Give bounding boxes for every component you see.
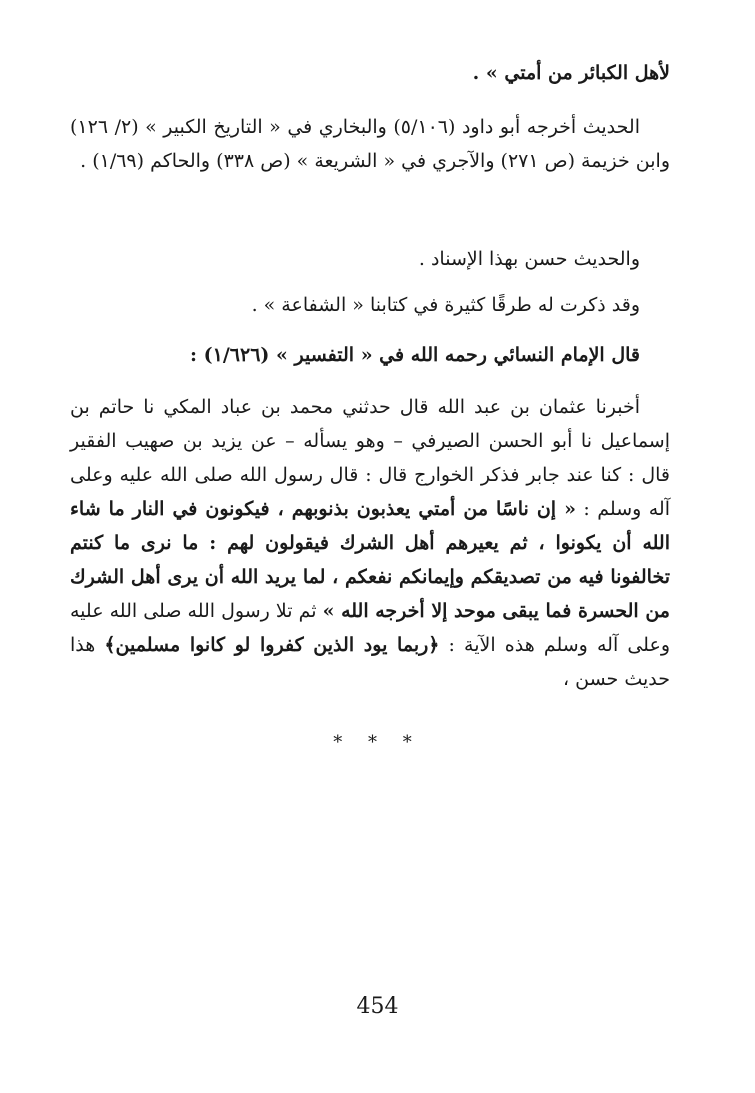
takhrij-paragraph: الحديث أخرجه أبو داود (٥/١٠٦) والبخاري في « التاريخ الكبير » (٢/ ١٢٦) وابن خزيمة (ص ٢٧١) والآجري في « الشريعة » (ص ٣٣٨) والحاكم (١/٦٩) .: [70, 116, 670, 172]
hadith-grading: هذا حديث حسن ،: [70, 634, 670, 690]
hadith-matn: « إن ناسًا من أمتي يعذبون بذنوبهم ، فيكونون في النار ما شاء الله أن يكونوا ، ثم يعيرهم أهل الشرك فيقولون لهم : ما نرى ما كنتم تخالفونا فيه من تصديقكم وإيمانكم نفعكم ، لما يريد الله أن يرى أهل الشرك من الحسرة فما يبقى موحد إلا أخرجه الله »: [70, 498, 670, 622]
hadith-continuation: ثم تلا رسول الله صلى الله عليه وعلى آله وسلم هذه الآية :: [70, 600, 670, 656]
page-number: 454: [356, 994, 399, 1019]
reference-paragraph: وقد ذكرت له طرقًا كثيرة في كتابنا « الشفاعة » .: [251, 294, 640, 316]
section-heading: قال الإمام النسائي رحمه الله في « التفسير » (١/٦٢٦) :: [190, 344, 640, 366]
grading-paragraph: والحديث حسن بهذا الإسناد .: [418, 248, 640, 270]
quran-verse: ﴿ربما يود الذين كفروا لو كانوا مسلمين﴾: [104, 634, 440, 656]
hadith-paragraph: [70, 390, 670, 696]
continued-hadith-line: لأهل الكبائر من أمتي » .: [472, 62, 670, 84]
isnad-text: أخبرنا عثمان بن عبد الله قال حدثني محمد بن عباد المكي نا حاتم بن إسماعيل نا أبو الحسن الصيرفي – وهو يسأله – عن يزيد بن صهيب الفقير قال : كنا عند جابر فذكر الخوارج قال : قال رسول الله صلى الله عليه وعلى آله وسلم :: [70, 396, 670, 520]
section-separator: * * *: [333, 732, 422, 753]
